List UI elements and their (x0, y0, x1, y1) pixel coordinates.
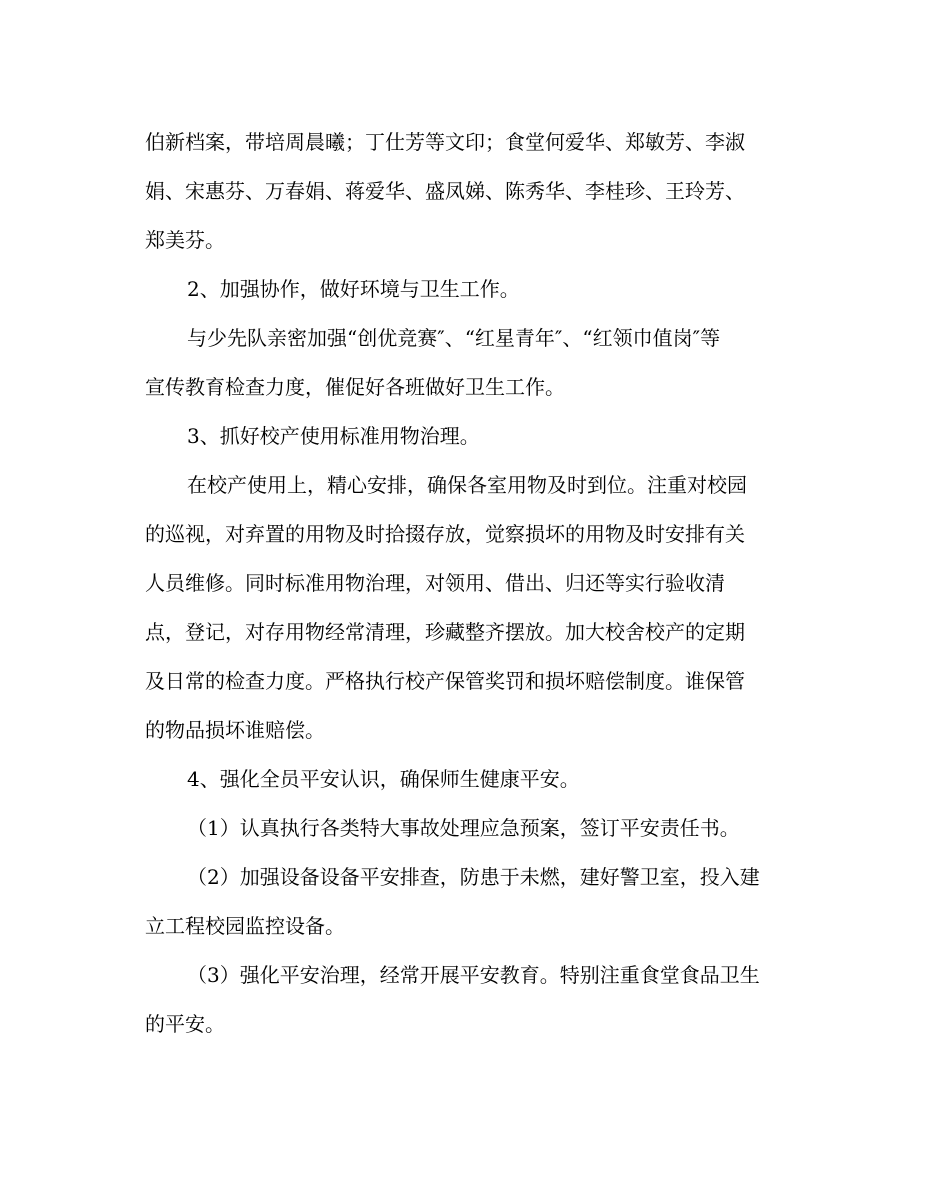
section-heading: 4、强化全员平安认识，确保师生健康平安。 (187, 767, 580, 791)
section-heading: 2、加强协作，做好环境与卫生工作。 (187, 277, 520, 301)
body-text-line: 及日常的检查力度。严格执行校产保管奖罚和损坏赔偿制度。谁保管 (145, 669, 745, 693)
body-text-line: 的平安。 (145, 1012, 225, 1036)
body-text-line: 伯新档案，带培周晨曦；丁仕芳等文印；食堂何爱华、郑敏芳、李淑 (145, 130, 745, 154)
body-text-line: 点，登记，对存用物经常清理，珍藏整齐摆放。加大校舍校产的定期 (145, 620, 745, 644)
body-text-line: 娟、宋惠芬、万春娟、蒋爱华、盛凤娣、陈秀华、李桂珍、王玲芳、 (145, 179, 745, 203)
body-text-line: 的巡视，对弃置的用物及时拾掇存放，觉察损坏的用物及时安排有关 (145, 522, 745, 546)
body-text-line: 宣传教育检查力度，催促好各班做好卫生工作。 (145, 375, 565, 399)
body-text-line: 人员维修。同时标准用物治理，对领用、借出、归还等实行验收清 (145, 571, 725, 595)
list-item: （1）认真执行各类特大事故处理应急预案，签订平安责任书。 (187, 816, 740, 840)
list-item: （3）强化平安治理，经常开展平安教育。特别注重食堂食品卫生 (187, 963, 760, 987)
body-text-line: 与少先队亲密加强“创优竞赛″、“红星青年″、“红领巾值岗″等 (187, 326, 721, 350)
list-item: （2）加强设备设备平安排查，防患于未燃，建好警卫室，投入建 (187, 865, 760, 889)
body-text-line: 的物品损坏谁赔偿。 (145, 718, 325, 742)
section-heading: 3、抓好校产使用标准用物治理。 (187, 424, 480, 448)
body-text-line: 立工程校园监控设备。 (145, 914, 345, 938)
body-text-line: 在校产使用上，精心安排，确保各室用物及时到位。注重对校园 (187, 473, 747, 497)
body-text-line: 郑美芬。 (145, 228, 225, 252)
